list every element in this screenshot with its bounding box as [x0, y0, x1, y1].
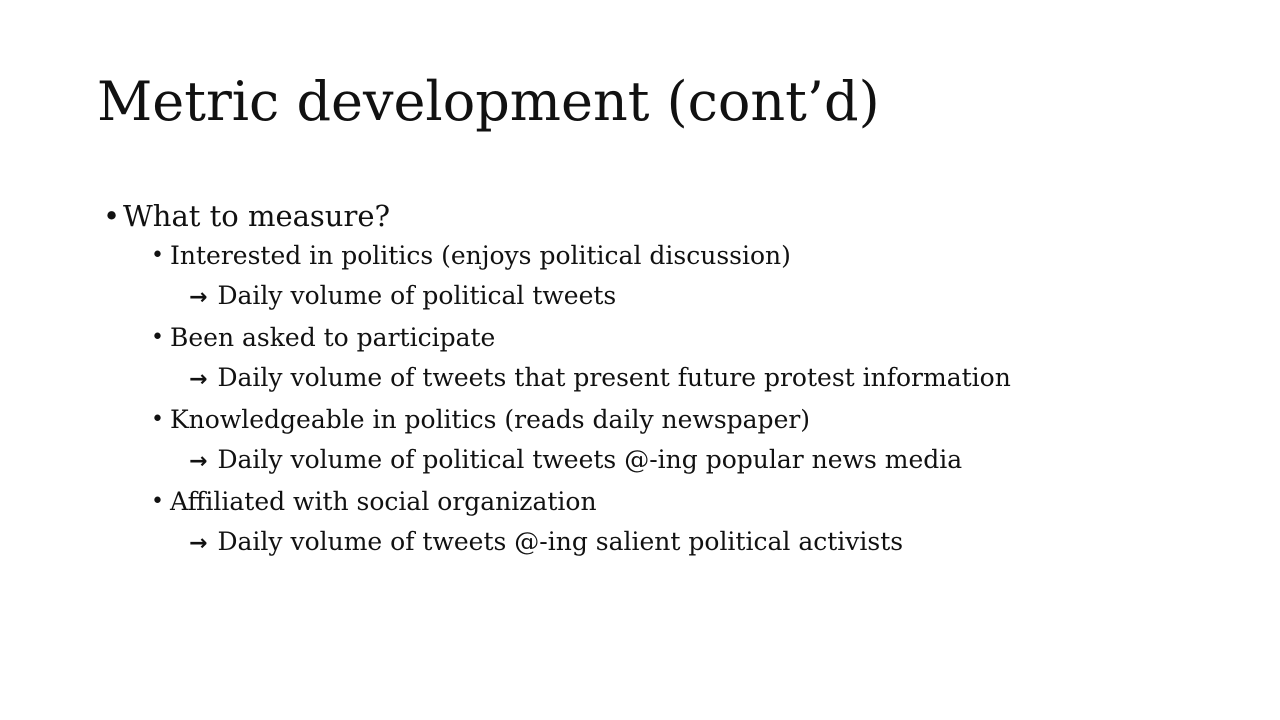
right-arrow-icon: → — [189, 367, 208, 392]
right-arrow-icon: → — [189, 285, 208, 310]
bullet-list — [103, 196, 1243, 564]
metric-line — [103, 440, 1243, 482]
metric-text: Daily volume of tweets @-ing salient political activists — [217, 527, 904, 556]
sub-bullet-text: Knowledgeable in politics (reads daily newspaper) — [170, 405, 811, 434]
bullet-heading — [103, 196, 1243, 236]
heading-text: What to measure? — [123, 199, 391, 233]
sub-bullet — [103, 318, 1243, 358]
metric-line — [103, 522, 1243, 564]
metric-text: Daily volume of political tweets @-ing popular news media — [217, 445, 963, 474]
metric-line — [103, 358, 1243, 400]
right-arrow-icon: → — [189, 449, 208, 474]
slide-title: Metric development (cont’d) — [97, 70, 880, 133]
metric-line — [103, 276, 1243, 318]
metric-text: Daily volume of political tweets — [217, 281, 617, 310]
bullet-dot-icon: • — [103, 199, 121, 233]
bullet-dot-icon: • — [151, 325, 164, 350]
sub-bullet — [103, 482, 1243, 522]
sub-bullet-text: Interested in politics (enjoys political discussion) — [170, 241, 791, 270]
sub-bullet — [103, 400, 1243, 440]
bullet-dot-icon: • — [151, 243, 164, 268]
sub-bullet — [103, 236, 1243, 276]
metric-text: Daily volume of tweets that present future protest information — [217, 363, 1011, 392]
right-arrow-icon: → — [189, 531, 208, 556]
sub-bullet-text: Been asked to participate — [170, 323, 496, 352]
sub-bullet-text: Affiliated with social organization — [170, 487, 597, 516]
bullet-dot-icon: • — [151, 407, 164, 432]
bullet-dot-icon: • — [151, 489, 164, 514]
